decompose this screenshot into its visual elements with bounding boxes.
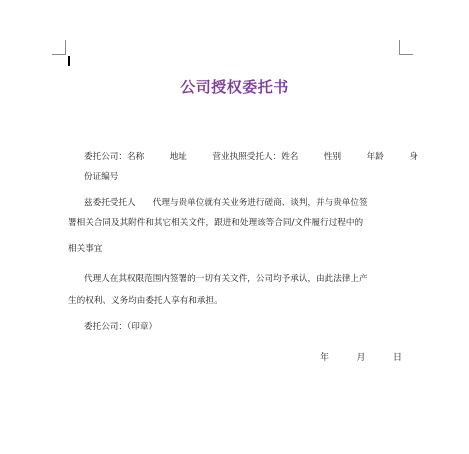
principal-fields-line — [68, 152, 418, 163]
age-label: 年龄 — [366, 152, 384, 162]
person-name-label: 姓名 — [281, 152, 299, 162]
date-year-label: 年 — [320, 353, 330, 363]
date-line — [320, 350, 402, 363]
id-label-end: 份证编号 — [84, 172, 119, 182]
paragraph1-line3: 相关事宜 — [68, 244, 103, 254]
seal-line: 委托公司：（印章） — [84, 322, 158, 332]
crop-mark-top-left — [52, 54, 66, 55]
crop-mark-top-right — [399, 54, 413, 55]
crop-mark-top-left — [65, 40, 66, 55]
paragraph2-line2: 生的权利、义务均由委托人享有和承担。 — [68, 296, 223, 306]
address-label: 地址 — [169, 152, 187, 162]
crop-mark-top-right — [399, 40, 400, 55]
paragraph2-line1: 代理人在其权限范围内签署的一切有关文件，公司均予承认，由此法律上产 — [84, 274, 368, 284]
id-label-start: 身 — [409, 152, 418, 162]
document-title: 公司授权委托书 — [180, 78, 289, 96]
date-month-label: 月 — [356, 353, 366, 363]
principal-label: 委托公司： — [84, 152, 127, 162]
text-cursor — [68, 56, 70, 66]
date-day-label: 日 — [392, 353, 402, 363]
paragraph1-line2: 署相关合同及其附件和其它相关文件，跟进和处理该等合同/文件履行过程中的 — [68, 218, 364, 228]
gender-label: 性别 — [323, 152, 342, 162]
name-label: 名称 — [126, 152, 145, 162]
paragraph1-line1: 兹委托受托人 代理与贵单位就有关业务进行磋商、谈判，并与贵单位签 — [84, 198, 368, 208]
license-label: 营业执照受托人： — [212, 152, 282, 162]
